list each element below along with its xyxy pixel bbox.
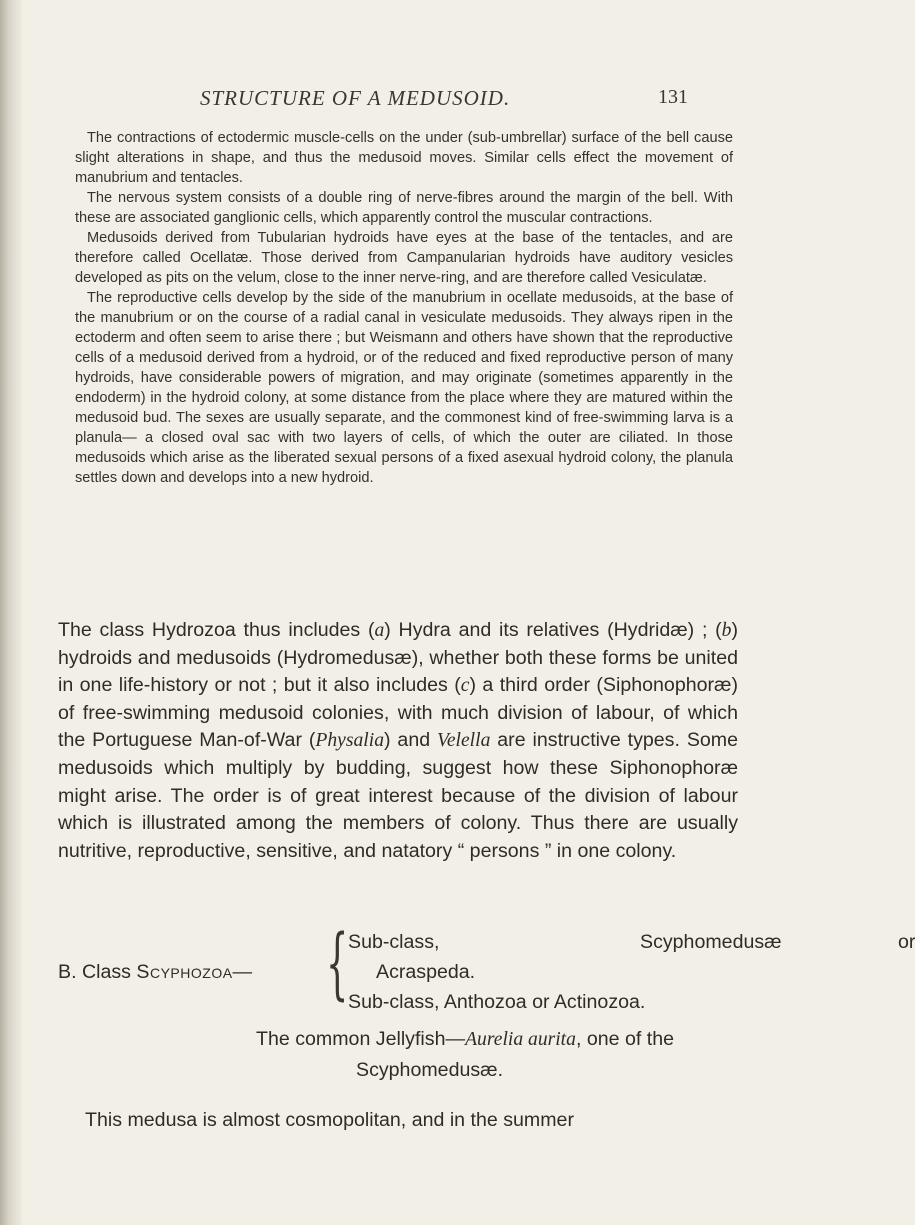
- class-label: B. Class Scyphozoa—: [58, 961, 253, 983]
- velella-name: Velella: [437, 730, 491, 752]
- paragraph-hydrozoa-class: The class Hydrozoa thus includes (a) Hydra and its relatives (Hydridæ) ; (b) hydroids and medusoids (Hydromedusæ), whether both these forms be united in one life-history or not ; but it also includes (c) a third order (Siphonophoræ) of free-swimming medusoid colonies, with much division of labour, of which the Portuguese Man-of-War (Physalia) and Velella are instructive types. Some medusoids which multiply by budding, suggest how these Siphonophoræ might arise. The order is of great interest because of the division of labour which is illustrated among the members of colony. Thus there are usually nutritive, reproductive, sensitive, and natatory “ persons ” in one colony.: [58, 619, 738, 862]
- page-number: 131: [658, 86, 688, 108]
- class-scyphozoa-block: [58, 919, 915, 1017]
- physalia-name: Physalia: [315, 730, 384, 752]
- paragraph-contractions: The contractions of ectodermic muscle-cells on the under (sub-umbrellar) surface of the bell cause slight alterations in shape, and thus the medusoid moves. Similar cells effect the movement of manubrium and tentacles.: [75, 130, 733, 186]
- page-binding-edge: [0, 0, 22, 1225]
- subclass-scyphomedusae: Sub-class, Scyphomedusæ or: [348, 931, 915, 953]
- paragraph-nervous-system: The nervous system consists of a double ring of nerve-fibres around the margin of the bell. With these are associated ganglionic cells, which apparently control the muscular contractions.: [75, 190, 733, 226]
- subclass-acraspeda: Acraspeda.: [376, 961, 476, 983]
- small-print-section: [75, 128, 733, 488]
- hydrozoa-summary: [58, 617, 738, 865]
- jellyfish-note: [58, 1024, 738, 1085]
- brace-bracket: {: [326, 919, 349, 1009]
- aurelia-name: Aurelia aurita: [465, 1029, 576, 1050]
- paragraph-medusoid-types: Medusoids derived from Tubularian hydroids have eyes at the base of the tentacles, and are therefore called Ocellatæ. Those derived from Campanularian hydroids have auditory vesicles developed as pits on the velum, close to the inner nerve-ring, and are therefore called Vesiculatæ.: [75, 230, 733, 286]
- jellyfish-line-1: The common Jellyfish—Aurelia aurita, one of the: [256, 1028, 674, 1050]
- running-head: [150, 86, 760, 116]
- closing-line: This medusa is almost cosmopolitan, and in the summer: [85, 1109, 574, 1131]
- running-head-title: STRUCTURE OF A MEDUSOID.: [200, 86, 511, 110]
- paragraph-reproduction: The reproductive cells develop by the side of the manubrium in ocellate medusoids, at the base of the manubrium or on the course of a radial canal in vesiculate medusoids. They always ripen in the ectoderm and often seem to arise there ; but Weismann and others have shown that the reproductive cells of a medusoid derived from a hydroid, or of the reduced and fixed reproductive person of many hydroids, have considerable powers of migration, and may originate (sometimes apparently in the endoderm) in the hydroid colony, at some distance from the place where they are matured within the medusoid bud. The sexes are usually separate, and the commonest kind of free-swimming larva is a planula— a closed oval sac with two layers of cells, of which the outer are ciliated. In those medusoids which arise as the liberated sexual persons of a fixed asexual hydroid colony, the planula settles down and develops into a new hydroid.: [75, 290, 733, 486]
- subclass-anthozoa: Sub-class, Anthozoa or Actinozoa.: [348, 991, 646, 1013]
- jellyfish-line-2: Scyphomedusæ.: [356, 1059, 504, 1081]
